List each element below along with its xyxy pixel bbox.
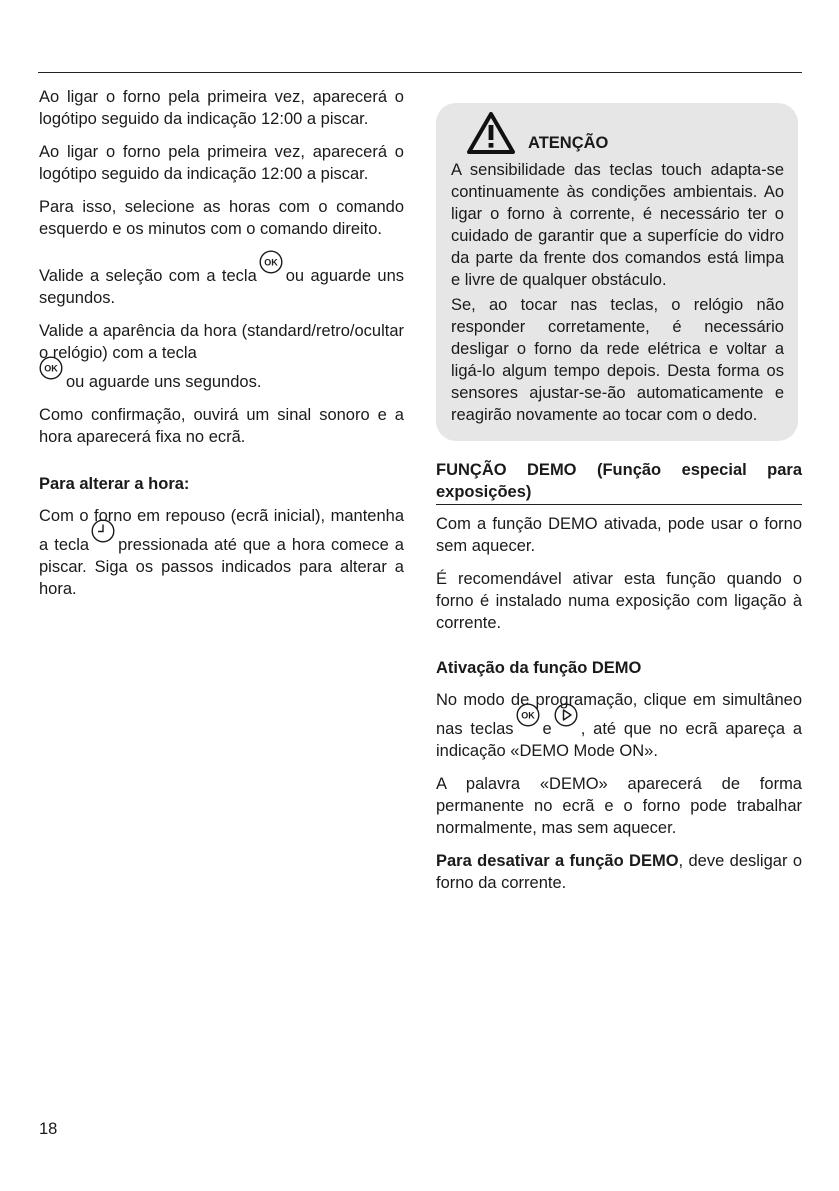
ok-key-icon <box>39 356 63 380</box>
ok-key-icon <box>516 703 540 727</box>
attention-paragraph: A sensibilidade das teclas touch adapta-se continuamente às condições ambientais. Ao ligar o forno à corrente, é necessário ter o cuidado de garantir que a superfície do vidro da parte da frente dos comandos está limpa e livre de qualquer obstáculo. <box>451 161 784 289</box>
text: e <box>542 720 552 738</box>
paragraph: É recomendável ativar esta função quando o forno é instalado numa exposição com ligação à corrente. <box>436 570 802 632</box>
paragraph: Ao ligar o forno pela primeira vez, aparecerá o logótipo seguido da indicação 12:00 a piscar. <box>39 88 404 128</box>
paragraph-demo-activate <box>436 689 802 762</box>
right-column <box>436 103 802 905</box>
left-column <box>39 86 404 611</box>
paragraph-appearance <box>39 320 404 393</box>
paragraph: A palavra «DEMO» aparecerá de forma permanente no ecrã e o forno pode trabalhar normalmente, mas sem aquecer. <box>436 775 802 837</box>
text: , deve desligar o forno da corrente. <box>436 852 802 892</box>
text: No modo de programação, clique em simultâneo nas teclas <box>436 691 802 738</box>
paragraph: Com a função DEMO ativada, pode usar o forno sem aquecer. <box>436 515 802 555</box>
page-number: 18 <box>39 1120 58 1138</box>
heading-change-time: Para alterar a hora: <box>39 475 190 493</box>
attention-box <box>436 103 798 441</box>
ok-key-label: OK <box>264 257 278 268</box>
paragraph-demo-deactivate <box>436 850 802 894</box>
attention-title: ATENÇÃO <box>528 134 609 152</box>
text: ou aguarde uns segundos. <box>39 267 404 307</box>
warning-triangle-icon <box>466 111 516 155</box>
ok-key-label: OK <box>520 710 535 721</box>
bold-text: Para desativar a função DEMO <box>436 852 679 870</box>
text: Valide a aparência da hora (standard/retro/ocultar o relógio) com a tecla <box>39 322 404 362</box>
play-key-icon <box>554 703 578 727</box>
paragraph: Como confirmação, ouvirá um sinal sonoro e a hora aparecerá fixa no ecrã. <box>39 406 404 446</box>
attention-title-row <box>466 111 784 155</box>
text: Valide a seleção com a tecla <box>39 267 257 285</box>
text: Com o forno em repouso (ecrã inicial), mantenha a tecla <box>39 507 404 554</box>
clock-key-icon <box>91 519 115 543</box>
paragraph-change-time <box>39 505 404 600</box>
ok-key-label: OK <box>44 363 58 374</box>
demo-activation-heading: Ativação da função DEMO <box>436 659 642 677</box>
attention-paragraph: Se, ao tocar nas teclas, o relógio não responder corretamente, é necessário desligar o forno da rede elétrica e voltar a ligá-lo algum tempo depois. Desta forma os sensores ajustar-se-ão automaticamente e reagirão novamente ao tocar com o dedo. <box>451 296 784 424</box>
paragraph: Ao ligar o forno pela primeira vez, aparecerá o logótipo seguido da indicação 12:00 a piscar. <box>39 143 404 183</box>
text: ou aguarde uns segundos. <box>66 373 262 391</box>
paragraph: Para isso, selecione as horas com o comando esquerdo e os minutos com o comando direito. <box>39 198 404 238</box>
text: , até que no ecrã apareça a indicação «DEMO Mode ON». <box>436 720 803 760</box>
ok-key-icon <box>259 250 283 274</box>
demo-section-title: FUNÇÃO DEMO (Função especial para exposições) <box>436 459 802 505</box>
top-rule <box>38 72 802 73</box>
paragraph-validate <box>39 258 404 309</box>
text: pressionada até que a hora comece a piscar. Siga os passos indicados para alterar a hora. <box>39 536 404 598</box>
